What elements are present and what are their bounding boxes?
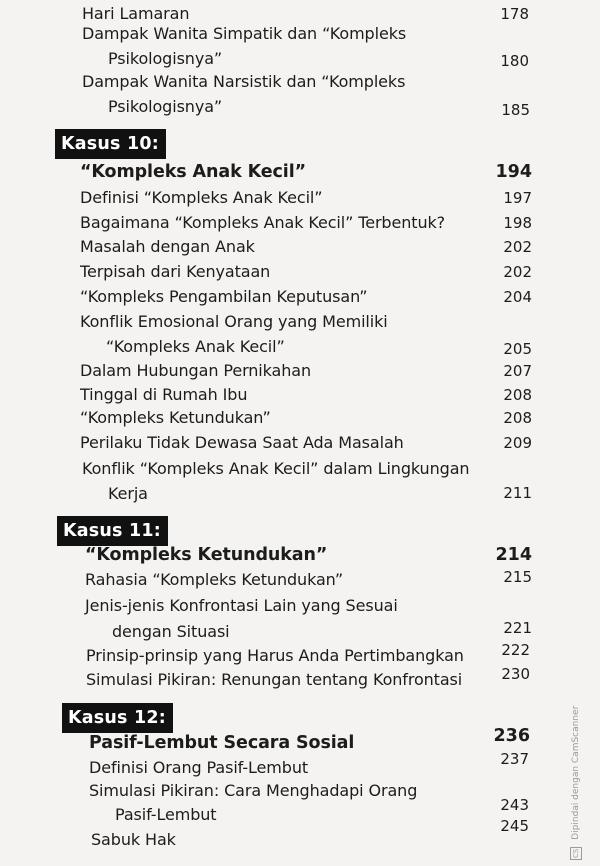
entry-title-continued: Psikologisnya” bbox=[108, 49, 223, 68]
chapter-title: “Kompleks Ketundukan” bbox=[85, 545, 328, 565]
entry-title-continued: Kerja bbox=[108, 484, 148, 503]
entry-title: Simulasi Pikiran: Cara Menghadapi Orang bbox=[89, 781, 418, 800]
page-number: 205 bbox=[503, 340, 532, 358]
page-number: 197 bbox=[503, 189, 532, 207]
page-number: 202 bbox=[503, 238, 532, 256]
entry-title-continued: dengan Situasi bbox=[112, 622, 230, 641]
toc-entry[interactable] bbox=[0, 430, 600, 456]
entry-title: Dampak Wanita Simpatik dan “Kompleks bbox=[82, 24, 407, 43]
entry-title: Bagaimana “Kompleks Anak Kecil” Terbentuk? bbox=[80, 213, 446, 232]
toc-entry[interactable] bbox=[0, 667, 600, 693]
page-number: 180 bbox=[500, 52, 529, 70]
watermark-text: Dipindai dengan CamScanner bbox=[571, 705, 581, 840]
page-number: 202 bbox=[503, 263, 532, 281]
page-number: 245 bbox=[500, 817, 529, 835]
toc-entry[interactable] bbox=[0, 593, 600, 619]
toc-entry[interactable] bbox=[0, 185, 600, 211]
case-badge: Kasus 12: bbox=[62, 703, 173, 733]
entry-title: Terpisah dari Kenyataan bbox=[80, 262, 271, 281]
page-number: 198 bbox=[503, 214, 532, 232]
camscanner-icon: CS bbox=[572, 848, 580, 858]
toc-entry[interactable] bbox=[0, 259, 600, 285]
page-number: 222 bbox=[501, 641, 530, 659]
chapter-page-number: 214 bbox=[495, 545, 532, 565]
toc-entry[interactable] bbox=[0, 69, 600, 95]
chapter-entry[interactable] bbox=[0, 542, 600, 568]
entry-title: Konflik Emosional Orang yang Memiliki bbox=[80, 312, 388, 331]
entry-title: “Kompleks Ketundukan” bbox=[80, 408, 271, 427]
chapter-title: “Kompleks Anak Kecil” bbox=[80, 162, 306, 182]
page-number: 221 bbox=[503, 619, 532, 637]
entry-title: Prinsip-prinsip yang Harus Anda Pertimbangkan bbox=[86, 646, 464, 665]
chapter-entry[interactable] bbox=[0, 159, 600, 185]
entry-title: Tinggal di Rumah Ibu bbox=[80, 385, 248, 404]
entry-title: “Kompleks Pengambilan Keputusan” bbox=[80, 287, 368, 306]
entry-title: Simulasi Pikiran: Renungan tentang Konfrontasi bbox=[86, 670, 463, 689]
entry-title-continued: Pasif-Lembut bbox=[115, 805, 217, 824]
entry-title: Jenis-jenis Konfrontasi Lain yang Sesuai bbox=[85, 596, 398, 615]
toc-entry[interactable] bbox=[0, 567, 600, 593]
page-number: 204 bbox=[503, 288, 532, 306]
page-number: 178 bbox=[500, 5, 529, 23]
page-number: 237 bbox=[500, 750, 529, 768]
entry-title: Hari Lamaran bbox=[82, 4, 190, 23]
entry-title: Rahasia “Kompleks Ketundukan” bbox=[85, 570, 344, 589]
entry-title: Perilaku Tidak Dewasa Saat Ada Masalah bbox=[80, 433, 404, 452]
case-badge: Kasus 11: bbox=[57, 516, 168, 546]
page-number: 215 bbox=[503, 568, 532, 586]
page-number: 209 bbox=[503, 434, 532, 452]
entry-title: Konflik “Kompleks Anak Kecil” dalam Lingkungan bbox=[82, 459, 470, 478]
toc-entry-continued[interactable] bbox=[0, 481, 600, 507]
page-number: 185 bbox=[501, 101, 530, 119]
entry-title-continued: Psikologisnya” bbox=[108, 97, 223, 116]
case-badge: Kasus 10: bbox=[55, 129, 166, 159]
chapter-page-number: 194 bbox=[495, 162, 532, 182]
toc-entry-continued[interactable] bbox=[0, 94, 600, 120]
entry-title: Dampak Wanita Narsistik dan “Kompleks bbox=[82, 72, 406, 91]
page-number: 208 bbox=[503, 409, 532, 427]
scanner-watermark bbox=[570, 690, 598, 860]
entry-title: Definisi Orang Pasif-Lembut bbox=[89, 758, 309, 777]
page-number: 230 bbox=[501, 665, 530, 683]
toc-entry[interactable] bbox=[0, 405, 600, 431]
toc-entry[interactable] bbox=[0, 817, 600, 853]
toc-entry-continued[interactable] bbox=[0, 334, 600, 360]
toc-entry[interactable] bbox=[0, 210, 600, 236]
toc-entry[interactable] bbox=[0, 456, 600, 482]
page-number: 207 bbox=[503, 362, 532, 380]
toc-entry[interactable] bbox=[0, 284, 600, 310]
toc-entry[interactable] bbox=[0, 234, 600, 260]
entry-title-continued: “Kompleks Anak Kecil” bbox=[106, 337, 285, 356]
toc-entry[interactable] bbox=[0, 309, 600, 335]
chapter-title: Pasif-Lembut Secara Sosial bbox=[89, 733, 355, 753]
entry-title: Dalam Hubungan Pernikahan bbox=[80, 361, 312, 380]
page-number: 211 bbox=[503, 484, 532, 502]
entry-title: Definisi “Kompleks Anak Kecil” bbox=[80, 188, 323, 207]
entry-title: Sabuk Hak bbox=[91, 830, 176, 849]
page-number: 243 bbox=[500, 796, 529, 814]
toc-entry[interactable] bbox=[0, 358, 600, 384]
page-number: 208 bbox=[503, 386, 532, 404]
chapter-page-number: 236 bbox=[493, 726, 530, 746]
toc-entry[interactable] bbox=[0, 21, 600, 47]
entry-title: Masalah dengan Anak bbox=[80, 237, 255, 256]
